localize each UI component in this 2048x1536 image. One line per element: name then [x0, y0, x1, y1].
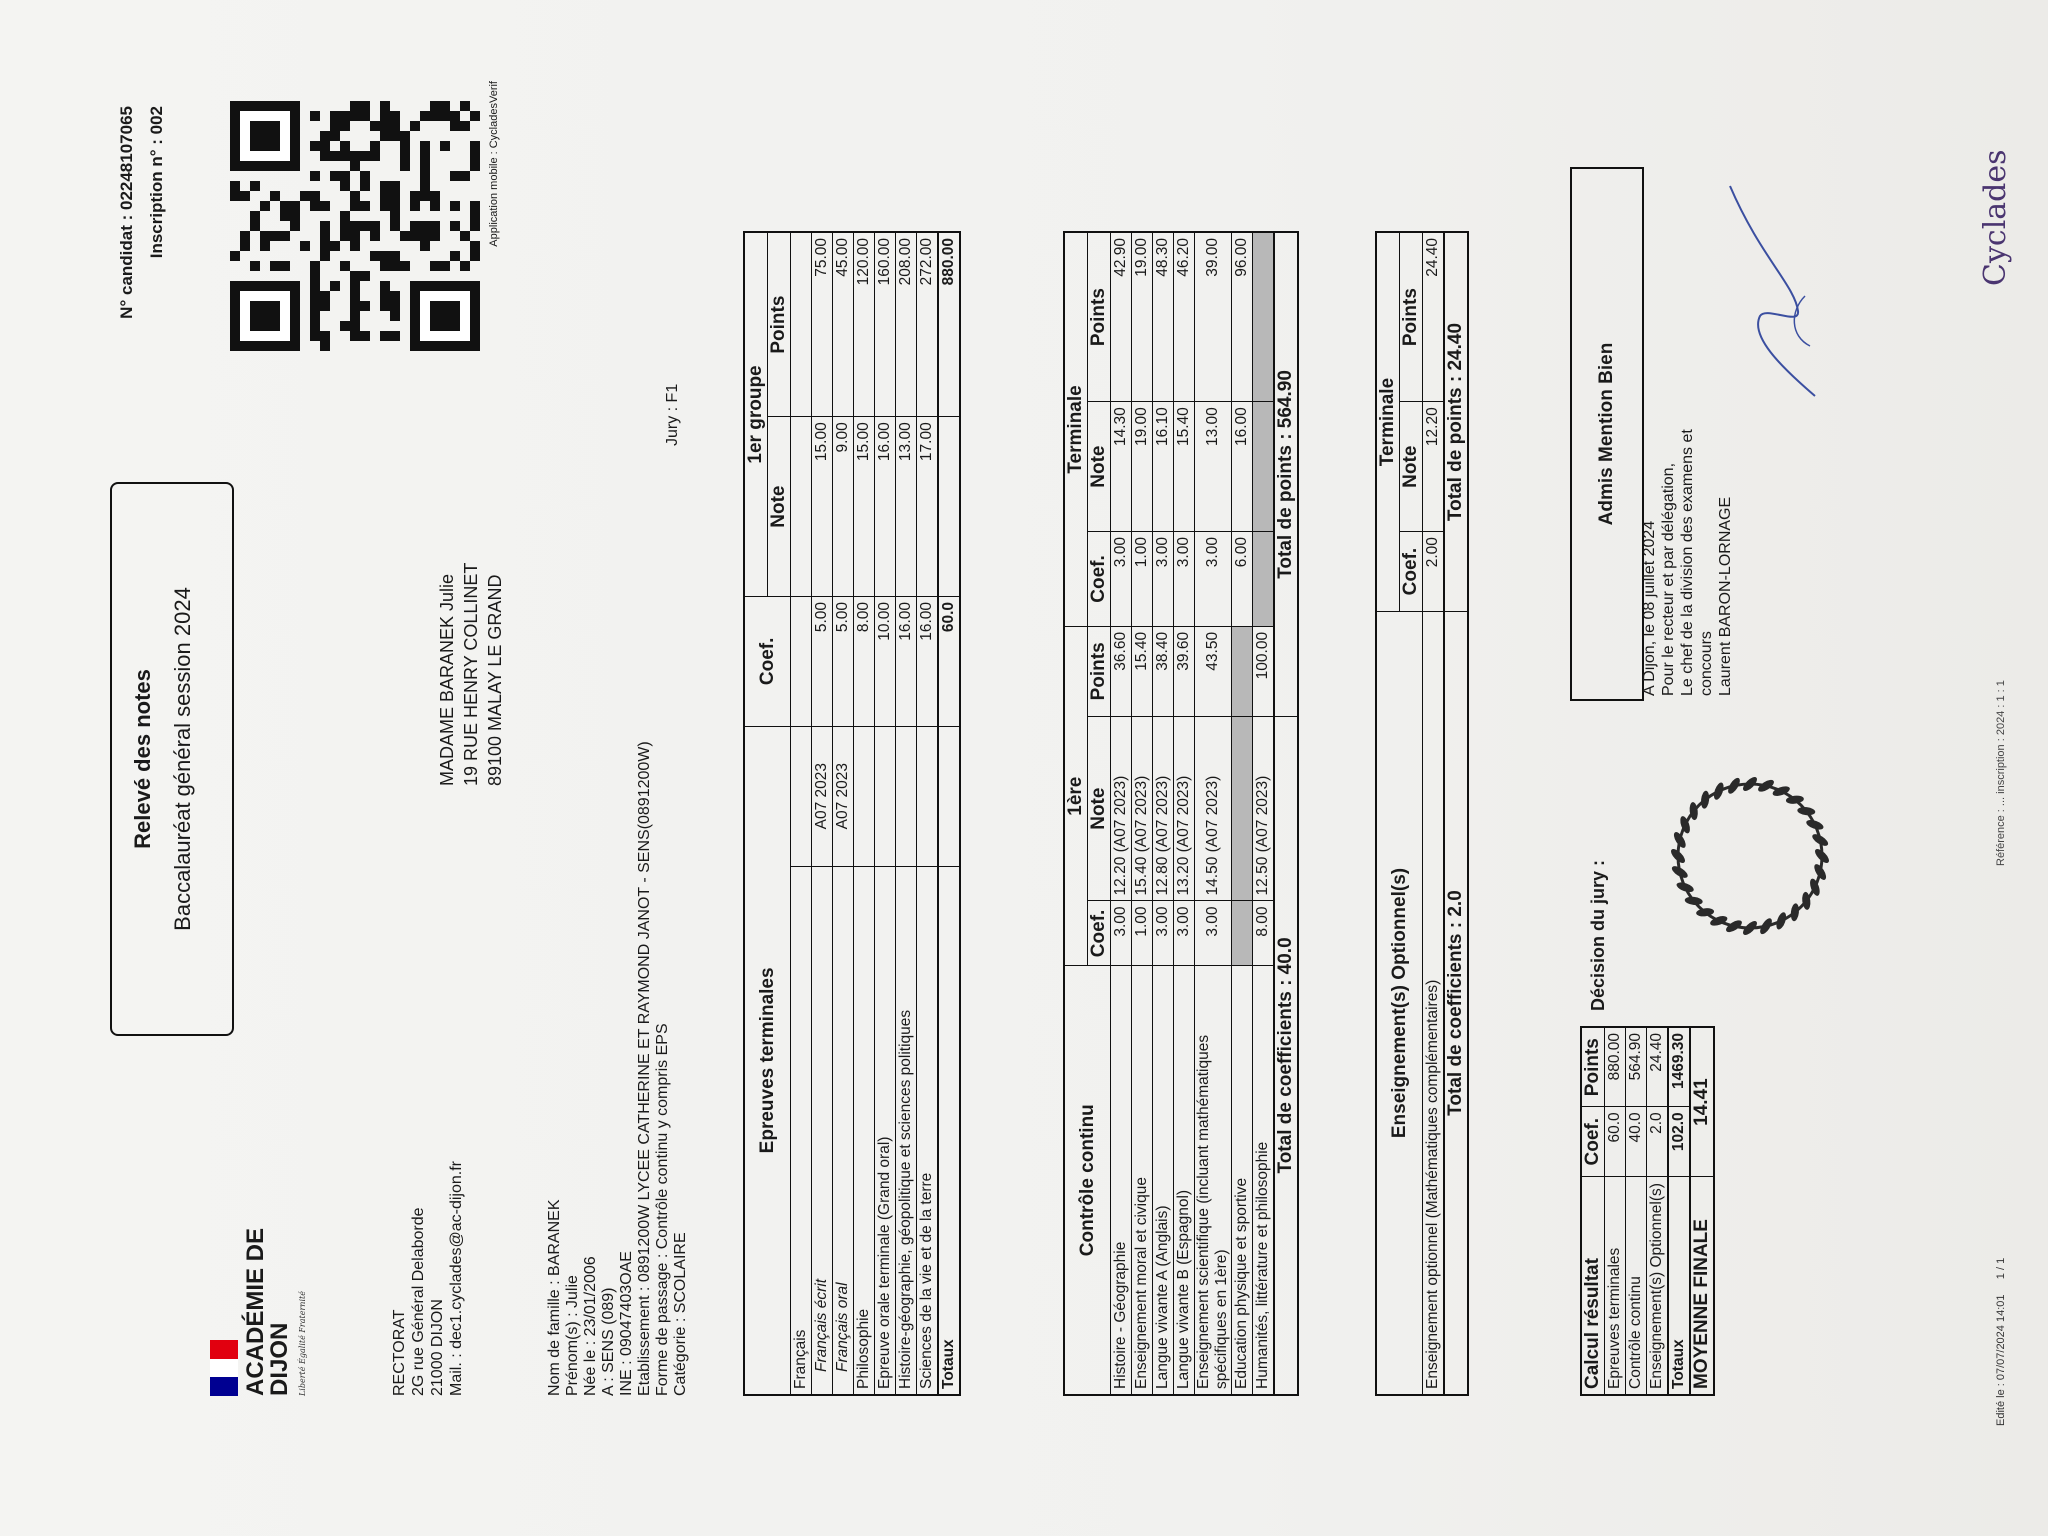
candidate-number: N° candidat : 02248107065 [117, 106, 136, 319]
points: 45.00 [833, 232, 854, 417]
table-row [1195, 232, 1232, 1395]
ine-number: INE : 09047403OAE [618, 1251, 635, 1396]
school: Etablissement : 0891200W LYCEE CATHERINE ET RAYMOND JANOT - SENS(0891200W) [636, 741, 653, 1396]
option-note: 12.20 [1423, 402, 1445, 532]
coef-terminale: 1.00 [1132, 532, 1153, 627]
note: 16.00 [875, 417, 896, 597]
totals-coef: 60.0 [938, 596, 960, 726]
note-terminale: 16.00 [1232, 402, 1253, 532]
academie-name: ACADÉMIE DE DIJON [242, 1227, 293, 1396]
coef [791, 596, 812, 726]
note: 9.00 [833, 417, 854, 597]
calc-coef: 2.0 [1647, 1107, 1669, 1177]
sender-line: 2G rue Général Delaborde [410, 1207, 427, 1396]
points-1ere: 36.60 [1111, 626, 1132, 716]
points-terminale: 39.00 [1195, 232, 1232, 402]
session: A07 2023 [812, 726, 833, 866]
qr-code-icon[interactable] [230, 101, 480, 351]
table-row [791, 232, 812, 1395]
table-row [1253, 232, 1275, 1395]
total-points: Total de points : 24.40 [1444, 232, 1468, 612]
coef: 10.00 [875, 596, 896, 726]
table-row [875, 232, 896, 1395]
table-row [1423, 232, 1445, 1395]
subject-label: Français oral [833, 866, 854, 1395]
first-name: Prénom(s) : Julie [564, 1275, 581, 1396]
note: 17.00 [917, 417, 939, 597]
subject-label: Enseignement moral et civique [1132, 966, 1153, 1395]
controle-continu-table [1063, 231, 1299, 1396]
recipient-address [435, 563, 507, 786]
controle-header: Contrôle continu [1064, 966, 1111, 1395]
note-1ere: 13.20 (A07 2023) [1174, 716, 1195, 901]
signature-block [1640, 429, 1735, 696]
qr-label: Application mobile : CycladesVerif [488, 81, 500, 247]
note-terminale: 14.30 [1111, 402, 1132, 532]
table-row [1132, 232, 1153, 1395]
points: 272.00 [917, 232, 939, 417]
coef: 5.00 [812, 596, 833, 726]
col-points: Points [1088, 232, 1111, 402]
academie-logo [210, 1206, 308, 1396]
points-terminale: 96.00 [1232, 232, 1253, 402]
points-terminale: 42.90 [1111, 232, 1132, 402]
calc-label: Contrôle continu [1626, 1177, 1647, 1395]
signatory-name: Laurent BARON-LORNAGE [1717, 496, 1734, 696]
subject-label: Philosophie [854, 866, 875, 1395]
coef-terminale [1253, 532, 1275, 627]
sender-block [390, 1161, 466, 1396]
table-row [833, 232, 854, 1395]
totals-coef: 102.0 [1668, 1107, 1690, 1177]
sender-line: RECTORAT [391, 1309, 408, 1396]
coef-1ere: 3.00 [1111, 901, 1132, 966]
table-row [1626, 1027, 1647, 1395]
subject-label: Education physique et sportive [1232, 966, 1253, 1395]
note-1ere [1232, 716, 1253, 901]
exam-mode: Forme de passage : Contrôle continu y compris EPS [654, 1023, 671, 1396]
table-row [1153, 232, 1174, 1395]
points: 208.00 [896, 232, 917, 417]
session [791, 726, 812, 866]
option-label: Enseignement optionnel (Mathématiques complémentaires) [1423, 612, 1445, 1395]
points-1ere: 100.00 [1253, 626, 1275, 716]
calc-coef: 60.0 [1605, 1107, 1626, 1177]
decision-value: Admis Mention Bien [1570, 167, 1644, 701]
terminale-header: Terminale [1064, 232, 1088, 626]
candidate-numbers [112, 106, 172, 346]
address-line: 19 RUE HENRY COLLINET [461, 562, 481, 786]
empty-cell [938, 417, 960, 597]
col-points: Points [768, 232, 791, 417]
calc-coef: 40.0 [1626, 1107, 1647, 1177]
col-points: Points [1400, 232, 1423, 402]
coef-terminale: 3.00 [1153, 532, 1174, 627]
points [791, 232, 812, 417]
session [854, 726, 875, 866]
coef: 16.00 [896, 596, 917, 726]
calc-points: 564.90 [1626, 1027, 1647, 1107]
final-label: MOYENNE FINALE [1690, 1177, 1714, 1395]
col-note: Note [768, 417, 791, 597]
note-1ere: 12.20 (A07 2023) [1111, 716, 1132, 901]
optionnel-header: Enseignement(s) Optionnel(s) [1376, 612, 1423, 1395]
subject-label: Français [791, 866, 812, 1395]
points-terminale [1253, 232, 1275, 402]
optionnel-table [1375, 231, 1469, 1396]
page-content [60, 66, 2020, 1466]
sign-line: Le chef de la division des examens et [1679, 429, 1696, 696]
epreuves-terminales-table [743, 231, 961, 1396]
document-title: Relevé des notes [130, 669, 155, 849]
points-terminale: 46.20 [1174, 232, 1195, 402]
table-row [917, 232, 939, 1395]
table-row [1232, 232, 1253, 1395]
motto: Liberté Égalité Fraternité [298, 1291, 307, 1396]
session [875, 726, 896, 866]
coef: 16.00 [917, 596, 939, 726]
col-coef: Coef. [1088, 532, 1111, 627]
coef-1ere [1232, 901, 1253, 966]
category: Catégorie : SCOLAIRE [672, 1232, 689, 1396]
totals-label: Totaux [938, 866, 960, 1395]
coef-1ere: 1.00 [1132, 901, 1153, 966]
points-terminale: 19.00 [1132, 232, 1153, 402]
total-coefficients: Total de coefficients : 2.0 [1444, 612, 1468, 1395]
coef: 8.00 [854, 596, 875, 726]
points-1ere: 43.50 [1195, 626, 1232, 716]
final-average: 14.41 [1690, 1027, 1714, 1177]
points-1ere: 15.40 [1132, 626, 1153, 716]
sender-line: 21000 DIJON [429, 1299, 446, 1396]
note-terminale [1253, 402, 1275, 532]
student-info [546, 741, 690, 1396]
table-row [896, 232, 917, 1395]
totals-points: 880.00 [938, 232, 960, 417]
coef-terminale: 6.00 [1232, 532, 1253, 627]
table-row [812, 232, 833, 1395]
birth-date: Née le : 23/01/2006 [582, 1256, 599, 1396]
col-coef: Coef. [1088, 901, 1111, 966]
epreuves-header: Epreuves terminales [744, 726, 791, 1395]
points: 75.00 [812, 232, 833, 417]
col-points: Points [1581, 1027, 1605, 1107]
total-coefficients: Total de coefficients : 40.0 [1274, 716, 1298, 1395]
option-points: 24.40 [1423, 232, 1445, 402]
calc-label: Enseignement(s) Optionnel(s) [1647, 1177, 1669, 1395]
inscription-number: Inscription n° : 002 [147, 106, 166, 259]
decision-label: Décision du jury : [1588, 859, 1608, 1011]
handwritten-signature [1720, 176, 1840, 406]
table-row [1647, 1027, 1669, 1395]
premiere-header: 1ère [1064, 626, 1088, 966]
coef-1ere: 3.00 [1153, 901, 1174, 966]
points-terminale: 48.30 [1153, 232, 1174, 402]
calcul-resultat-table [1580, 1026, 1715, 1396]
points-1ere: 39.60 [1174, 626, 1195, 716]
session: A07 2023 [833, 726, 854, 866]
calc-points: 880.00 [1605, 1027, 1626, 1107]
subject-label: Langue vivante B (Espagnol) [1174, 966, 1195, 1395]
subject-label: Histoire - Géographie [1111, 966, 1132, 1395]
terminale-header: Terminale [1376, 232, 1400, 612]
col-coef: Coef. [744, 596, 791, 726]
points: 120.00 [854, 232, 875, 417]
col-coef: Coef. [1581, 1107, 1605, 1177]
note-1ere: 12.50 (A07 2023) [1253, 716, 1275, 901]
sender-email: Mail. : dec1.cyclades@ac-dijon.fr [448, 1161, 465, 1396]
address-line: 89100 MALAY LE GRAND [485, 574, 505, 786]
col-coef: Coef. [1400, 532, 1423, 612]
table-row [1174, 232, 1195, 1395]
birth-place: A : SENS (089) [600, 1287, 617, 1396]
coef-1ere: 3.00 [1195, 901, 1232, 966]
document-subtitle: Baccalauréat général session 2024 [170, 587, 195, 931]
edited-date: Edité le : 07/07/2024 14:01 [1995, 1294, 2007, 1426]
note-1ere: 14.50 (A07 2023) [1195, 716, 1232, 901]
note: 15.00 [812, 417, 833, 597]
note [791, 417, 812, 597]
coef-1ere: 8.00 [1253, 901, 1275, 966]
note-1ere: 15.40 (A07 2023) [1132, 716, 1153, 901]
subject-label: Histoire-géographie, géopolitique et sciences politiques [896, 866, 917, 1395]
calc-points: 24.40 [1647, 1027, 1669, 1107]
coef-terminale: 3.00 [1111, 532, 1132, 627]
footer-edited [1995, 1258, 2007, 1426]
cyclades-logo: Cyclades [1978, 149, 2013, 286]
note-1ere: 12.80 (A07 2023) [1153, 716, 1174, 901]
note-terminale: 15.40 [1174, 402, 1195, 532]
family-name: Nom de famille : BARANEK [546, 1199, 563, 1396]
coef-terminale: 3.00 [1195, 532, 1232, 627]
calc-label: Epreuves terminales [1605, 1177, 1626, 1395]
subject-label: Enseignement scientifique (incluant mathématiques spécifiques en 1ère) [1195, 966, 1232, 1395]
subject-label: Sciences de la vie et de la terre [917, 866, 939, 1395]
col-points: Points [1088, 626, 1111, 716]
note-terminale: 19.00 [1132, 402, 1153, 532]
subject-label: Humanités, littérature et philosophie [1253, 966, 1275, 1395]
empty-cell [938, 726, 960, 866]
laurel-wreath-icon [1660, 766, 1840, 946]
session [896, 726, 917, 866]
points-1ere: 38.40 [1153, 626, 1174, 716]
note-terminale: 13.00 [1195, 402, 1232, 532]
col-note: Note [1088, 716, 1111, 901]
subject-label: Epreuve orale terminale (Grand oral) [875, 866, 896, 1395]
sign-line: A Dijon, le 08 juillet 2024 [1641, 520, 1658, 696]
sign-line: concours [1698, 631, 1715, 696]
title-box [110, 482, 234, 1036]
points-1ere [1232, 626, 1253, 716]
subject-label: Langue vivante A (Anglais) [1153, 966, 1174, 1395]
note: 13.00 [896, 417, 917, 597]
calcul-header: Calcul résultat [1581, 1177, 1605, 1395]
subject-label: Français écrit [812, 866, 833, 1395]
note-terminale: 16.10 [1153, 402, 1174, 532]
totals-points: 1469.30 [1668, 1027, 1690, 1107]
table-row [1605, 1027, 1626, 1395]
points: 160.00 [875, 232, 896, 417]
coef: 5.00 [833, 596, 854, 726]
jury-label: Jury : F1 [664, 383, 681, 446]
table-row [1111, 232, 1132, 1395]
group-header: 1er groupe [744, 232, 768, 596]
total-points: Total de points : 564.90 [1274, 232, 1298, 716]
note: 15.00 [854, 417, 875, 597]
col-note: Note [1088, 402, 1111, 532]
sign-line: Pour le recteur et par délégation, [1660, 462, 1677, 696]
coef-terminale: 3.00 [1174, 532, 1195, 627]
footer-reference: Référence : ... inscription : 2024 : 1 : 1 [1995, 680, 2007, 866]
totals-label: Totaux [1668, 1177, 1690, 1395]
table-row [854, 232, 875, 1395]
marianne-flag-icon [210, 1340, 238, 1396]
session [917, 726, 939, 866]
option-coef: 2.00 [1423, 532, 1445, 612]
coef-1ere: 3.00 [1174, 901, 1195, 966]
page-number: 1 / 1 [1995, 1257, 2007, 1280]
col-note: Note [1400, 402, 1423, 532]
address-line: MADAME BARANEK Julie [437, 573, 457, 786]
